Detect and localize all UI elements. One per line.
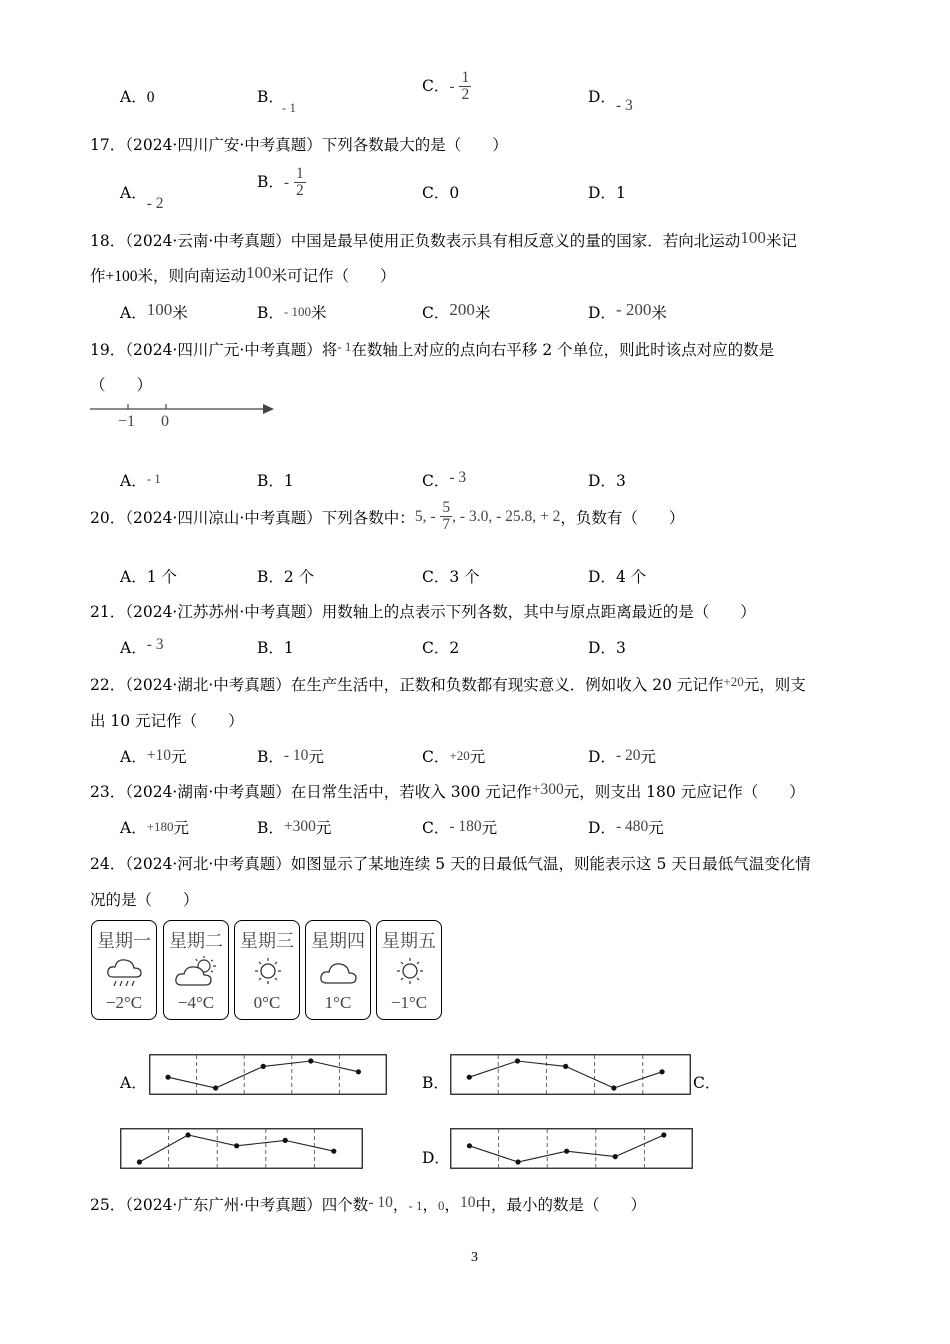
chart-point	[261, 1064, 266, 1069]
chart-point	[283, 1138, 288, 1143]
chart-point	[213, 1085, 218, 1090]
q23-stem: 23．（2024·湖南·中考真题）在日常生活中，若收入 300 元记作+300元，则支出 180 元应记作（ ）	[90, 781, 805, 801]
q22-option-a: A．+10元	[120, 747, 187, 766]
cloud-icon	[319, 955, 359, 989]
q20-stem: 20．（2024·四川凉山·中考真题）下列各数中：5, - $\frac{5}{7}$ , - 3.0, - 25.8, + 2，负数有（ ）	[90, 499, 685, 534]
chart-point	[331, 1149, 336, 1154]
q19-option-d: D．3	[588, 472, 626, 490]
q19-option-c: C．- 3	[422, 469, 467, 490]
weather-card-wed: 星期三 0°C	[234, 920, 300, 1020]
q24-chart-c	[120, 1128, 363, 1169]
q22-option-b: B．- 10元	[257, 747, 324, 766]
q20-option-a: A．1 个	[120, 568, 177, 586]
chart-point	[467, 1143, 472, 1148]
q19-paren: （ ）	[90, 376, 153, 394]
chart-point	[165, 1075, 170, 1080]
chart-point	[659, 1069, 664, 1074]
q16-option-c: C．- $\frac{1}{2}$	[422, 69, 470, 104]
axis-arrow	[263, 404, 274, 414]
q18-option-d: D．- 200米	[588, 300, 667, 322]
chart-point	[515, 1058, 520, 1063]
chart-point	[611, 1085, 616, 1090]
q20-option-b: B．2 个	[257, 568, 315, 586]
chart-point	[185, 1132, 190, 1137]
q18-option-a: A．100米	[120, 300, 188, 322]
sun-cloud-icon	[174, 955, 218, 989]
q17-option-b: B．- $\frac{1}{2}$	[257, 165, 304, 200]
chart-frame	[121, 1129, 363, 1169]
chart-frame	[451, 1129, 693, 1169]
q16-option-a: A．0	[120, 88, 155, 106]
q20-fraction: $\frac{5}{7}$	[442, 499, 451, 534]
rain-cloud-icon	[105, 955, 145, 989]
q17-option-a: A．- 2	[120, 184, 164, 212]
q22-option-c: C．+20元	[422, 748, 486, 766]
sun-icon	[390, 955, 430, 989]
q24-option-a-label: A．	[120, 1074, 147, 1092]
chart-point	[613, 1154, 618, 1159]
q17-fraction: $\frac{1}{2}$	[296, 165, 304, 200]
q23-option-d: D．- 480元	[588, 818, 664, 837]
q18-option-b: B．- 100米	[257, 304, 327, 322]
chart-point	[137, 1159, 142, 1164]
q24-chart-a	[149, 1054, 387, 1095]
chart-point	[661, 1132, 666, 1137]
q19-option-b: B．1	[257, 472, 294, 490]
q21-option-b: B．1	[257, 639, 294, 657]
chart-point	[308, 1058, 313, 1063]
q21-option-a: A．- 3	[120, 636, 164, 657]
q24-option-c-label: C．	[693, 1074, 721, 1092]
weather-card-fri: 星期五 −1°C	[376, 920, 442, 1020]
q24-option-d-label: D．	[422, 1149, 450, 1167]
q24-stem-line1: 24．（2024·河北·中考真题）如图显示了某地连续 5 天的日最低气温，则能表示这 5 天日最低气温变化情	[90, 855, 811, 873]
q25-stem: 25．（2024·广东广州·中考真题）四个数- 10，- 1，0，10中，最小的数是（ ）	[90, 1194, 647, 1214]
q21-stem: 21．（2024·江苏苏州·中考真题）用数轴上的点表示下列各数，其中与原点距离最近的是（ ）	[90, 603, 756, 621]
q21-option-c: C．2	[422, 639, 460, 657]
q24-chart-b	[450, 1054, 691, 1095]
q18-stem-line2: 作+100米，则向南运动100米可记作（ ）	[90, 263, 396, 285]
q18-option-c: C．200米	[422, 300, 491, 322]
q23-option-b: B．+300元	[257, 818, 332, 837]
weather-card-tue: 星期二 −4°C	[163, 920, 229, 1020]
q19-stem: 19．（2024·四川广元·中考真题）将$^{- 1}$在数轴上对应的点向右平移 2 个单位，则此时该点对应的数是	[90, 339, 775, 359]
sun-icon	[248, 955, 288, 989]
chart-point	[564, 1149, 569, 1154]
weather-card-mon: 星期一 −2°C	[91, 920, 157, 1020]
q22-option-d: D．- 20元	[588, 747, 656, 766]
q18-stem-line1: 18．（2024·云南·中考真题）中国是最早使用正负数表示具有相反意义的量的国家．若向北运动100米记	[90, 228, 797, 250]
q16-option-b: B．$_{- 1}$	[257, 88, 296, 115]
q16-option-d: D．- 3	[588, 88, 633, 114]
axis-label-neg1: −1	[118, 413, 136, 430]
q19-option-a: A．- 1	[120, 471, 161, 490]
chart-point	[356, 1069, 361, 1074]
chart-point	[467, 1075, 472, 1080]
chart-point	[515, 1159, 520, 1164]
q24-stem-line2: 况的是（ ）	[90, 891, 199, 909]
q20-option-c: C．3 个	[422, 568, 480, 586]
q17-option-d: D．1	[588, 184, 626, 202]
q22-stem-line2: 出 10 元记作（ ）	[90, 712, 244, 730]
axis-label-0: 0	[161, 413, 169, 430]
q21-option-d: D．3	[588, 639, 626, 657]
chart-point	[563, 1064, 568, 1069]
q17-stem: 17．（2024·四川广安·中考真题）下列各数最大的是（ ）	[90, 136, 508, 154]
number-line	[88, 398, 288, 434]
chart-point	[234, 1143, 239, 1148]
q17-option-c: C．0	[422, 184, 460, 202]
page-number: 3	[471, 1250, 478, 1265]
q24-option-b-label: B．	[422, 1074, 449, 1092]
chart-frame	[150, 1055, 387, 1095]
q23-option-a: A．+180元	[120, 819, 190, 837]
q20-option-d: D．4 个	[588, 568, 647, 586]
weather-card-thu: 星期四 1°C	[305, 920, 371, 1020]
q24-chart-d	[450, 1128, 693, 1169]
q16-fraction: $\frac{1}{2}$	[461, 69, 470, 104]
q22-stem-line1: 22．（2024·湖北·中考真题）在生产生活中，正数和负数都有现实意义．例如收入 20 元记作$^{+20}$元，则支	[90, 674, 806, 694]
q23-option-c: C．- 180元	[422, 818, 498, 837]
